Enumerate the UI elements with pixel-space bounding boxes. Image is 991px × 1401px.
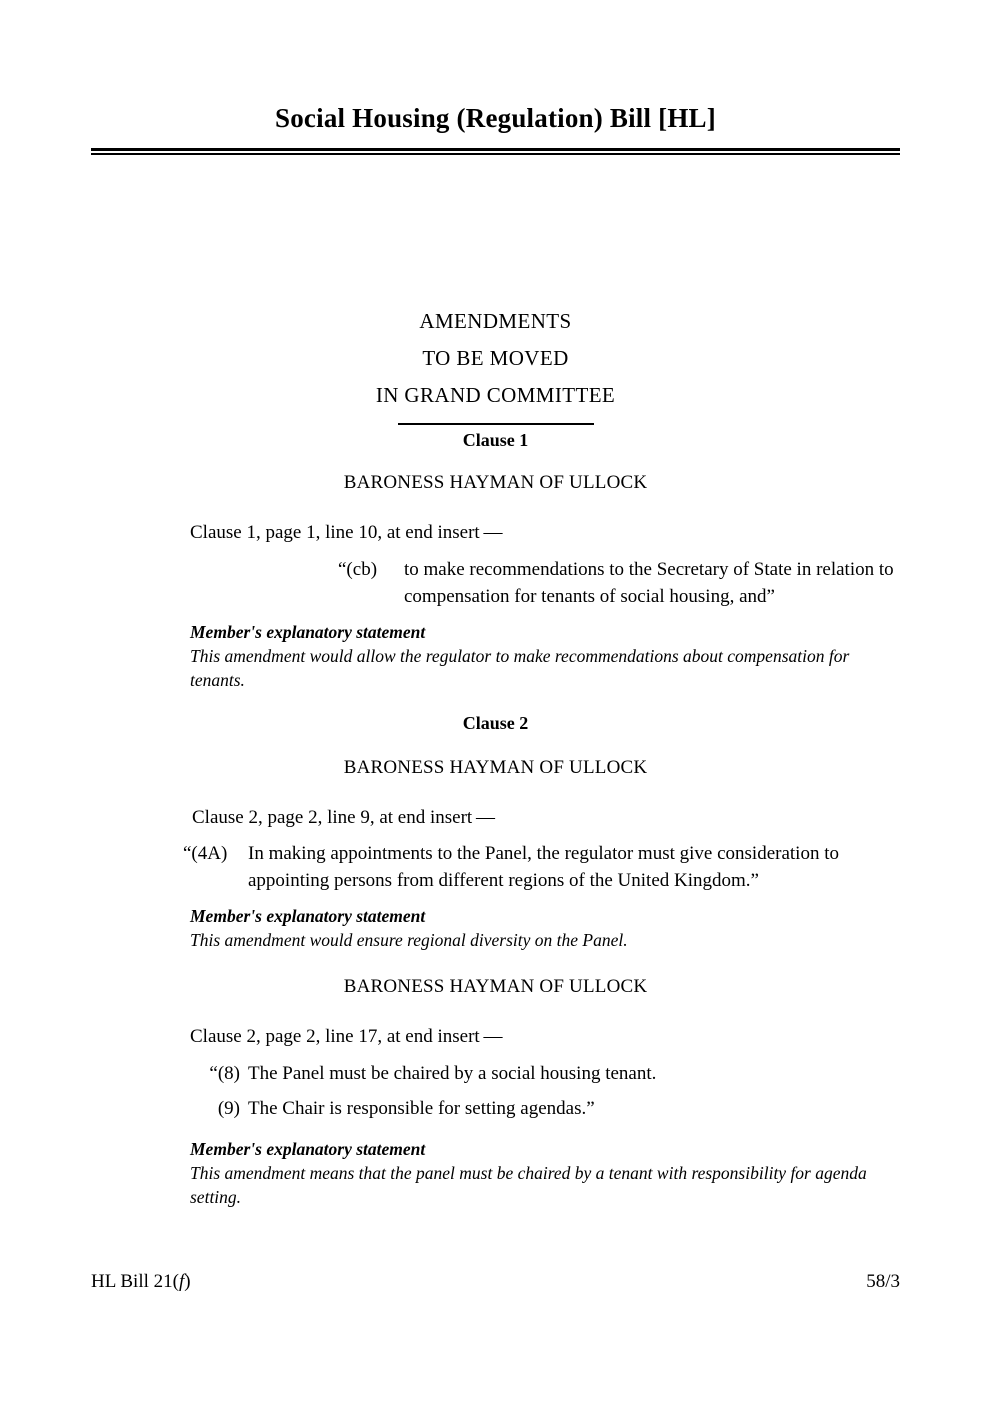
paragraph-label: “(8) <box>209 1063 240 1084</box>
page-title: Social Housing (Regulation) Bill [HL] <box>275 103 716 133</box>
clause-2-heading: Clause 2 <box>462 713 529 733</box>
paragraph-text: to make recommendations to the Secretary of State in relation to compensation for tenants of social housing, and” <box>404 559 894 607</box>
title-double-rule <box>91 148 900 155</box>
explanatory-heading: Member's explanatory statement <box>190 622 426 642</box>
explanatory-body: This amendment would allow the regulator to make recommendations about compensation for tenants. <box>190 646 850 690</box>
clause-2-amendment-2-lead-line: Clause 2, page 2, line 17, at end insert — <box>190 1026 503 1047</box>
clause-1-heading: Clause 1 <box>462 430 529 450</box>
amendments-heading-block <box>0 303 991 425</box>
clause-2-amendment-1-lead-line: Clause 2, page 2, line 9, at end insert — <box>192 807 495 828</box>
explanatory-heading: Member's explanatory statement <box>190 906 426 926</box>
heading-in-grand-committee: IN GRAND COMMITTEE <box>375 383 616 407</box>
clause-1-lead-line: Clause 1, page 1, line 10, at end insert — <box>190 522 503 543</box>
clause-2-paragraph-8 <box>183 1060 900 1087</box>
footer-page-number: 58/3 <box>866 1271 900 1292</box>
footer-bill-reference <box>91 1271 191 1293</box>
explanatory-heading: Member's explanatory statement <box>190 1139 426 1159</box>
clause-1-paragraph-cb <box>338 556 900 610</box>
page-footer <box>91 1271 900 1293</box>
paragraph-label: “(4A) <box>183 843 228 864</box>
explanatory-body: This amendment would ensure regional diversity on the Panel. <box>190 930 628 950</box>
clause-1-explanatory-statement <box>190 620 900 692</box>
paragraph-text: The Chair is responsible for setting agendas.” <box>248 1098 595 1119</box>
clause-2-amendment-1-member-name: BARONESS HAYMAN OF ULLOCK <box>343 757 648 778</box>
heading-to-be-moved: TO BE MOVED <box>422 346 569 370</box>
clause-1-member-name: BARONESS HAYMAN OF ULLOCK <box>343 472 648 493</box>
paragraph-text: The Panel must be chaired by a social housing tenant. <box>248 1063 657 1084</box>
footer-bill-prefix: HL Bill 21( <box>91 1271 179 1292</box>
clause-2-amendment-2-explanatory-statement <box>190 1137 902 1209</box>
title-rule-thin <box>91 153 900 155</box>
clause-2-amendment-1-explanatory-statement <box>190 904 900 952</box>
footer-bill-suffix: ) <box>184 1271 191 1292</box>
clause-2-amendment-2-member-name: BARONESS HAYMAN OF ULLOCK <box>343 976 648 997</box>
heading-amendments: AMENDMENTS <box>419 309 572 333</box>
clause-2-paragraph-9 <box>183 1095 900 1122</box>
clause-2-paragraph-4a <box>183 840 900 894</box>
paragraph-label: “(cb) <box>338 559 378 580</box>
heading-divider-rule <box>398 423 594 425</box>
explanatory-body: This amendment means that the panel must be chaired by a tenant with responsibility for agenda setting. <box>190 1163 867 1207</box>
paragraph-text: In making appointments to the Panel, the regulator must give consideration to appointing persons from different regions of the United Kingdom.” <box>248 843 839 891</box>
footer-bill-italic-letter: f <box>178 1271 185 1292</box>
paragraph-label: (9) <box>217 1098 240 1119</box>
